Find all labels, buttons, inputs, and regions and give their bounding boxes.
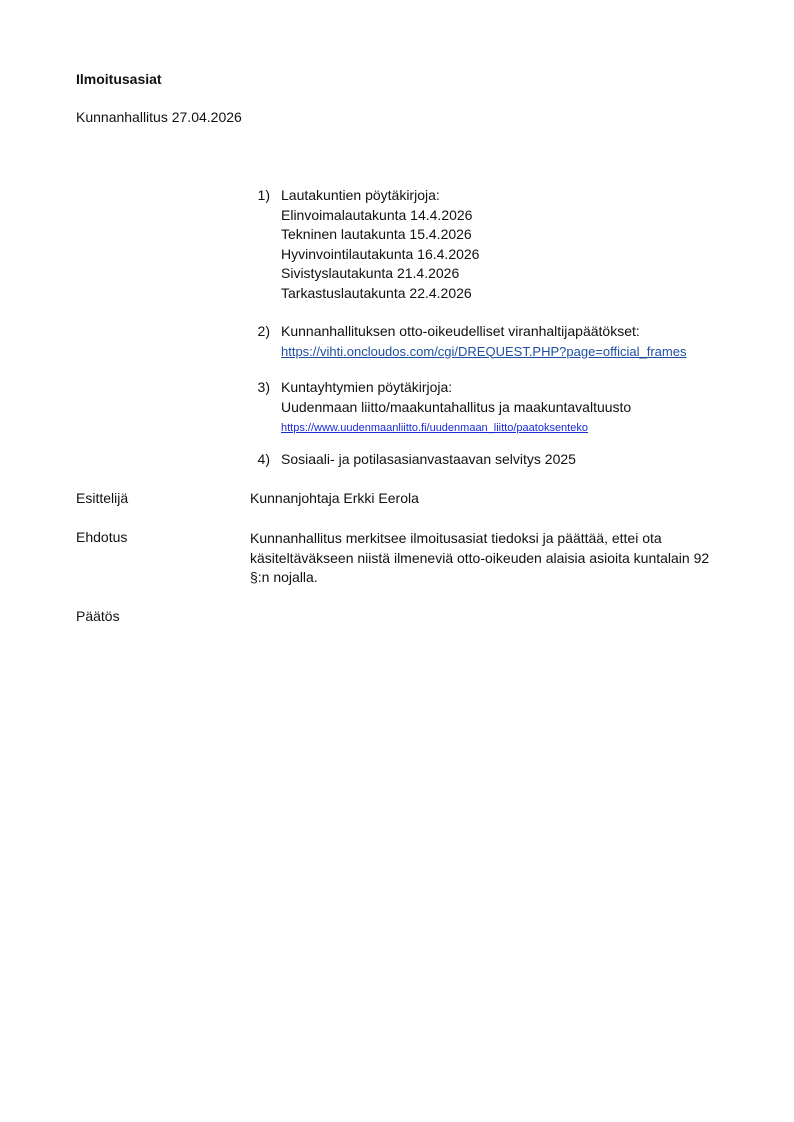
proposal-label: Ehdotus [76, 529, 128, 545]
item-text: Sosiaali- ja potilasasianvastaavan selvitys 2025 [281, 451, 576, 467]
item-text: Tarkastuslautakunta 22.4.2026 [281, 284, 472, 301]
proposal-line: §:n nojalla. [250, 569, 318, 586]
item-text: Lautakuntien pöytäkirjoja: [281, 187, 440, 203]
decision-label: Päätös [76, 608, 120, 624]
item-text: Elinvoimalautakunta 14.4.2026 [281, 206, 473, 223]
item-text: Kuntayhtymien pöytäkirjoja: [281, 379, 453, 395]
item-number: 1) [257, 187, 270, 203]
meeting-title: Kunnanhallitus 27.04.2026 [76, 109, 242, 125]
presenter-value: Kunnanjohtaja Erkki Eerola [250, 490, 419, 506]
proposal-line: käsiteltäväkseen niistä ilmeneviä otto-oikeuden alaisia asioita kuntalain 92 [250, 549, 710, 566]
item-text: Kunnanhallituksen otto-oikeudelliset viranhaltijapäätökset: [281, 323, 640, 339]
proposal-text [250, 529, 740, 588]
item-text: Hyvinvointilautakunta 16.4.2026 [281, 245, 480, 262]
item-number: 4) [257, 451, 270, 467]
item-text: Sivistyslautakunta 21.4.2026 [281, 265, 460, 282]
decisions-link[interactable]: https://vihti.oncloudos.com/cgi/DREQUEST.PHP?page=official_frames [281, 343, 687, 359]
document-heading: Ilmoitusasiat [76, 71, 162, 87]
item-number: 3) [257, 379, 270, 395]
item-text: Tekninen lautakunta 15.4.2026 [281, 226, 472, 243]
presenter-label: Esittelijä [76, 490, 129, 506]
item-subtext: Uudenmaan liitto/maakuntahallitus ja maakuntavaltuusto [281, 398, 632, 415]
proposal-line: Kunnanhallitus merkitsee ilmoitusasiat tiedoksi ja päättää, ettei ota [250, 530, 662, 546]
item-number: 2) [257, 323, 270, 339]
uudenmaan-liitto-link[interactable]: https://www.uudenmaanliitto.fi/uudenmaan_liitto/paatoksenteko [281, 422, 588, 435]
